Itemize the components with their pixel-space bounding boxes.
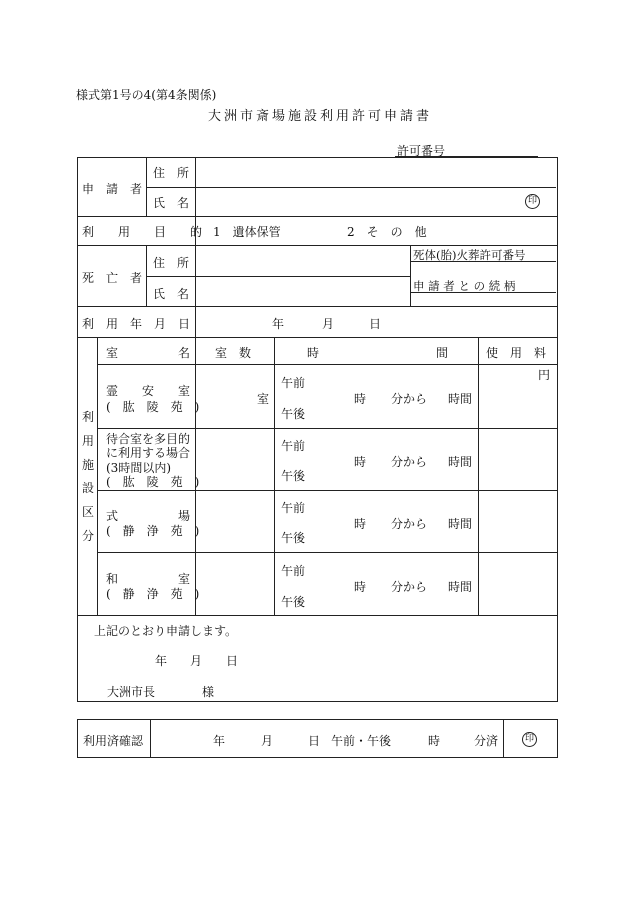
room-1-am[interactable]: 午前 bbox=[281, 376, 306, 390]
room-2-hours: 時間 bbox=[448, 455, 473, 469]
facility-side-label: 利 用 施 設 区 分 bbox=[81, 410, 94, 543]
use-date-month: 月 bbox=[322, 317, 335, 331]
relation-label: 申 請 者 と の 続 柄 bbox=[413, 279, 516, 293]
declaration-day: 日 bbox=[226, 654, 239, 668]
permit-number-label: 許可番号 bbox=[397, 144, 446, 158]
room-3-pm[interactable]: 午後 bbox=[281, 531, 306, 545]
room-4-am[interactable]: 午前 bbox=[281, 564, 306, 578]
room-1-minute-from: 分から bbox=[391, 392, 428, 406]
declaration-honorific: 様 bbox=[202, 685, 215, 699]
use-date-day: 日 bbox=[369, 317, 382, 331]
applicant-address-label: 住 所 bbox=[153, 166, 190, 180]
room-1-pm[interactable]: 午後 bbox=[281, 407, 306, 421]
declaration-addressee: 大洲市長 bbox=[107, 685, 156, 699]
room-3-name-line-2: ( 静 浄 苑 ) bbox=[106, 524, 200, 538]
deceased-name-field[interactable] bbox=[197, 277, 408, 305]
applicant-label: 申 請 者 bbox=[82, 182, 143, 196]
purpose-label: 利 用 目 的 bbox=[82, 225, 203, 239]
room-4-name-line-1: 和 室 bbox=[106, 572, 191, 586]
room-3-hours: 時間 bbox=[448, 517, 473, 531]
deceased-name-label: 氏 名 bbox=[153, 287, 190, 301]
col-fee: 使 用 料 bbox=[486, 346, 547, 360]
confirmation-minute-done: 分済 bbox=[474, 734, 499, 748]
col-time-right: 間 bbox=[436, 346, 449, 360]
room-2-hour: 時 bbox=[354, 455, 367, 469]
declaration-month: 月 bbox=[190, 654, 203, 668]
room-3-hour: 時 bbox=[354, 517, 367, 531]
cremation-permit-label: 死体(胎)火葬許可番号 bbox=[413, 248, 526, 262]
confirmation-label: 利用済確認 bbox=[83, 734, 144, 748]
room-2-name-line-3: (3時間以内) bbox=[106, 461, 171, 475]
room-2-name-line-4: ( 肱 陵 苑 ) bbox=[106, 475, 200, 489]
room-4-pm[interactable]: 午後 bbox=[281, 595, 306, 609]
confirmation-day: 日 bbox=[308, 734, 321, 748]
room-3-minute-from: 分から bbox=[391, 517, 428, 531]
form-reference: 様式第1号の4(第4条関係) bbox=[76, 88, 217, 102]
room-2-am[interactable]: 午前 bbox=[281, 439, 306, 453]
use-date-year: 年 bbox=[272, 317, 285, 331]
form-title: 大洲市斎場施設利用許可申請書 bbox=[208, 109, 433, 124]
confirmation-ampm[interactable]: 午前・午後 bbox=[331, 734, 392, 748]
purpose-option-2[interactable]: 2 そ の 他 bbox=[347, 225, 427, 239]
deceased-address-field[interactable] bbox=[197, 246, 408, 275]
room-1-name-line-1: 霊 安 室 bbox=[106, 384, 191, 398]
room-4-hours: 時間 bbox=[448, 580, 473, 594]
room-1-name-line-2: ( 肱 陵 苑 ) bbox=[106, 400, 200, 414]
use-date-label: 利 用 年 月 日 bbox=[82, 317, 191, 331]
applicant-name-field[interactable] bbox=[197, 188, 522, 215]
room-1-count-unit: 室 bbox=[257, 392, 270, 406]
col-room-count: 室 数 bbox=[215, 346, 252, 360]
room-3-name-line-1: 式 場 bbox=[106, 509, 191, 523]
deceased-address-label: 住 所 bbox=[153, 256, 190, 270]
room-2-pm[interactable]: 午後 bbox=[281, 469, 306, 483]
room-1-hour: 時 bbox=[354, 392, 367, 406]
deceased-label: 死 亡 者 bbox=[82, 271, 143, 285]
confirmation-year: 年 bbox=[213, 734, 226, 748]
room-1-hours: 時間 bbox=[448, 392, 473, 406]
room-3-am[interactable]: 午前 bbox=[281, 501, 306, 515]
confirmation-seal-icon: 印 bbox=[522, 732, 537, 747]
confirmation-hour: 時 bbox=[428, 734, 441, 748]
room-4-hour: 時 bbox=[354, 580, 367, 594]
declaration-text: 上記のとおり申請します。 bbox=[94, 624, 238, 638]
purpose-option-1[interactable]: 1 遺体保管 bbox=[213, 225, 281, 239]
col-time-left: 時 bbox=[307, 346, 320, 360]
applicant-name-label: 氏 名 bbox=[153, 196, 190, 210]
applicant-address-field[interactable] bbox=[197, 158, 554, 186]
room-2-name-line-1: 待合室を多目的 bbox=[106, 432, 191, 446]
confirmation-month: 月 bbox=[261, 734, 274, 748]
col-room-name: 室 名 bbox=[106, 346, 191, 360]
applicant-seal-icon: 印 bbox=[525, 194, 540, 209]
room-2-name-line-2: に利用する場合 bbox=[106, 446, 191, 460]
room-4-name-line-2: ( 静 浄 苑 ) bbox=[106, 587, 200, 601]
room-2-minute-from: 分から bbox=[391, 455, 428, 469]
declaration-year: 年 bbox=[155, 654, 168, 668]
room-4-minute-from: 分から bbox=[391, 580, 428, 594]
fee-yen: 円 bbox=[538, 368, 551, 382]
